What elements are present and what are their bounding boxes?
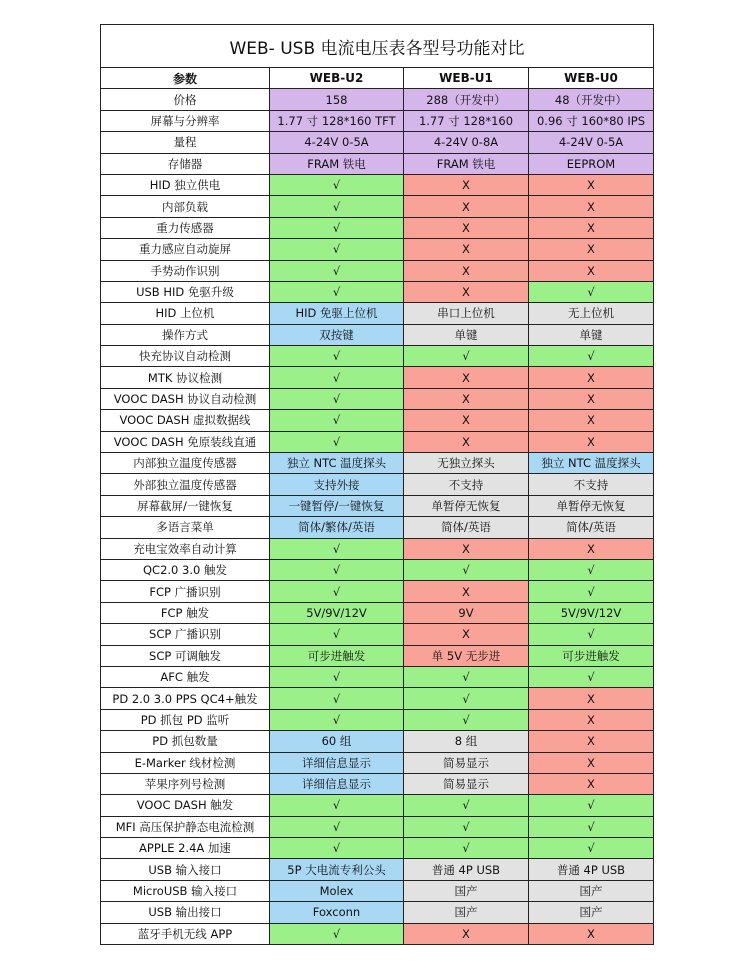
table-row bbox=[101, 666, 654, 687]
column-header-web-u2: WEB-U2 bbox=[270, 68, 404, 89]
table-title: WEB- USB 电流电压表各型号功能对比 bbox=[101, 25, 654, 68]
table-row bbox=[101, 89, 654, 110]
cell-web-u1: X bbox=[404, 624, 529, 645]
cell-web-u2: √ bbox=[270, 367, 404, 388]
cell-web-u1: 简易显示 bbox=[404, 773, 529, 794]
cell-web-u2: √ bbox=[270, 559, 404, 580]
table-row bbox=[101, 453, 654, 474]
param-label: 量程 bbox=[101, 132, 270, 153]
cell-web-u2: Foxconn bbox=[270, 902, 404, 923]
cell-web-u1: FRAM 铁电 bbox=[404, 153, 529, 174]
cell-web-u0: 独立 NTC 温度探头 bbox=[529, 453, 654, 474]
param-label: HID 上位机 bbox=[101, 303, 270, 324]
table-row bbox=[101, 132, 654, 153]
table-row bbox=[101, 795, 654, 816]
cell-web-u0: X bbox=[529, 731, 654, 752]
param-label: VOOC DASH 触发 bbox=[101, 795, 270, 816]
table-row bbox=[101, 880, 654, 901]
table-row bbox=[101, 731, 654, 752]
param-label: VOOC DASH 免原装线直通 bbox=[101, 431, 270, 452]
cell-web-u1: X bbox=[404, 538, 529, 559]
cell-web-u0: 国产 bbox=[529, 880, 654, 901]
param-label: SCP 广播识别 bbox=[101, 624, 270, 645]
param-label: 内部独立温度传感器 bbox=[101, 453, 270, 474]
cell-web-u1: 单键 bbox=[404, 324, 529, 345]
table-body bbox=[101, 89, 654, 945]
cell-web-u2: 双按键 bbox=[270, 324, 404, 345]
table-row bbox=[101, 902, 654, 923]
cell-web-u2: √ bbox=[270, 260, 404, 281]
cell-web-u2: 支持外接 bbox=[270, 474, 404, 495]
cell-web-u2: 1.77 寸 128*160 TFT bbox=[270, 110, 404, 131]
cell-web-u1: 国产 bbox=[404, 880, 529, 901]
cell-web-u0: √ bbox=[529, 838, 654, 859]
table-row bbox=[101, 624, 654, 645]
table-row bbox=[101, 367, 654, 388]
param-label: PD 抓包 PD 监听 bbox=[101, 709, 270, 730]
cell-web-u0: 5V/9V/12V bbox=[529, 602, 654, 623]
cell-web-u2: √ bbox=[270, 816, 404, 837]
param-label: USB HID 免驱升级 bbox=[101, 281, 270, 302]
cell-web-u1: X bbox=[404, 196, 529, 217]
cell-web-u2: 详细信息显示 bbox=[270, 773, 404, 794]
cell-web-u2: √ bbox=[270, 174, 404, 195]
table-row bbox=[101, 495, 654, 516]
cell-web-u0: √ bbox=[529, 581, 654, 602]
table-row bbox=[101, 559, 654, 580]
cell-web-u0: X bbox=[529, 773, 654, 794]
cell-web-u0: X bbox=[529, 688, 654, 709]
cell-web-u2: √ bbox=[270, 538, 404, 559]
table-row bbox=[101, 752, 654, 773]
comparison-table bbox=[100, 24, 654, 945]
cell-web-u2: 可步进触发 bbox=[270, 645, 404, 666]
cell-web-u1: √ bbox=[404, 666, 529, 687]
param-label: MTK 协议检测 bbox=[101, 367, 270, 388]
cell-web-u2: 5V/9V/12V bbox=[270, 602, 404, 623]
param-label: PD 抓包数量 bbox=[101, 731, 270, 752]
table-row bbox=[101, 174, 654, 195]
param-label: MicroUSB 输入接口 bbox=[101, 880, 270, 901]
table-row bbox=[101, 217, 654, 238]
table-row bbox=[101, 645, 654, 666]
cell-web-u1: 单 5V 无步进 bbox=[404, 645, 529, 666]
cell-web-u0: X bbox=[529, 260, 654, 281]
cell-web-u2: √ bbox=[270, 239, 404, 260]
table-row bbox=[101, 431, 654, 452]
cell-web-u1: 无独立探头 bbox=[404, 453, 529, 474]
cell-web-u1: X bbox=[404, 217, 529, 238]
param-label: VOOC DASH 协议自动检测 bbox=[101, 388, 270, 409]
cell-web-u1: X bbox=[404, 581, 529, 602]
cell-web-u1: X bbox=[404, 174, 529, 195]
param-label: 多语言菜单 bbox=[101, 517, 270, 538]
param-label: PD 2.0 3.0 PPS QC4+触发 bbox=[101, 688, 270, 709]
param-label: USB 输入接口 bbox=[101, 859, 270, 880]
cell-web-u1: √ bbox=[404, 709, 529, 730]
cell-web-u1: 国产 bbox=[404, 902, 529, 923]
cell-web-u0: X bbox=[529, 239, 654, 260]
param-label: 充电宝效率自动计算 bbox=[101, 538, 270, 559]
param-label: 手势动作识别 bbox=[101, 260, 270, 281]
cell-web-u2: √ bbox=[270, 281, 404, 302]
cell-web-u1: X bbox=[404, 260, 529, 281]
param-label: APPLE 2.4A 加速 bbox=[101, 838, 270, 859]
table-row bbox=[101, 196, 654, 217]
cell-web-u0: 简体/英语 bbox=[529, 517, 654, 538]
cell-web-u1: √ bbox=[404, 795, 529, 816]
param-label: HID 独立供电 bbox=[101, 174, 270, 195]
param-label: 价格 bbox=[101, 89, 270, 110]
param-label: 重力传感器 bbox=[101, 217, 270, 238]
table-row bbox=[101, 410, 654, 431]
column-header-web-u1: WEB-U1 bbox=[404, 68, 529, 89]
cell-web-u1: 串口上位机 bbox=[404, 303, 529, 324]
comparison-sheet bbox=[100, 24, 653, 945]
table-row bbox=[101, 581, 654, 602]
cell-web-u0: √ bbox=[529, 795, 654, 816]
table-row bbox=[101, 281, 654, 302]
cell-web-u0: 国产 bbox=[529, 902, 654, 923]
cell-web-u0: X bbox=[529, 752, 654, 773]
param-label: 外部独立温度传感器 bbox=[101, 474, 270, 495]
cell-web-u0: √ bbox=[529, 281, 654, 302]
cell-web-u2: √ bbox=[270, 431, 404, 452]
cell-web-u2: √ bbox=[270, 838, 404, 859]
table-row bbox=[101, 110, 654, 131]
column-header-param: 参数 bbox=[101, 68, 270, 89]
cell-web-u0: 单键 bbox=[529, 324, 654, 345]
cell-web-u1: 单暂停无恢复 bbox=[404, 495, 529, 516]
cell-web-u0: 4-24V 0-5A bbox=[529, 132, 654, 153]
table-row bbox=[101, 388, 654, 409]
cell-web-u0: √ bbox=[529, 559, 654, 580]
table-row bbox=[101, 816, 654, 837]
cell-web-u1: √ bbox=[404, 688, 529, 709]
table-row bbox=[101, 239, 654, 260]
table-row bbox=[101, 538, 654, 559]
param-label: 存储器 bbox=[101, 153, 270, 174]
param-label: 重力感应自动旋屏 bbox=[101, 239, 270, 260]
cell-web-u0: 0.96 寸 160*80 IPS bbox=[529, 110, 654, 131]
table-row bbox=[101, 773, 654, 794]
cell-web-u1: X bbox=[404, 923, 529, 944]
cell-web-u0: √ bbox=[529, 666, 654, 687]
cell-web-u2: √ bbox=[270, 624, 404, 645]
cell-web-u0: 无上位机 bbox=[529, 303, 654, 324]
cell-web-u0: 48（开发中） bbox=[529, 89, 654, 110]
table-row bbox=[101, 324, 654, 345]
param-label: 苹果序列号检测 bbox=[101, 773, 270, 794]
cell-web-u2: √ bbox=[270, 666, 404, 687]
cell-web-u2: 简体/繁体/英语 bbox=[270, 517, 404, 538]
cell-web-u1: 普通 4P USB bbox=[404, 859, 529, 880]
param-label: FCP 触发 bbox=[101, 602, 270, 623]
cell-web-u1: X bbox=[404, 239, 529, 260]
table-row bbox=[101, 517, 654, 538]
cell-web-u2: 一键暂停/一键恢复 bbox=[270, 495, 404, 516]
table-row bbox=[101, 303, 654, 324]
cell-web-u1: √ bbox=[404, 838, 529, 859]
cell-web-u2: √ bbox=[270, 795, 404, 816]
cell-web-u2: √ bbox=[270, 196, 404, 217]
cell-web-u2: FRAM 铁电 bbox=[270, 153, 404, 174]
cell-web-u2: √ bbox=[270, 388, 404, 409]
table-row bbox=[101, 688, 654, 709]
cell-web-u1: 简体/英语 bbox=[404, 517, 529, 538]
cell-web-u2: HID 免驱上位机 bbox=[270, 303, 404, 324]
param-label: 操作方式 bbox=[101, 324, 270, 345]
cell-web-u1: 不支持 bbox=[404, 474, 529, 495]
cell-web-u0: X bbox=[529, 538, 654, 559]
cell-web-u0: √ bbox=[529, 816, 654, 837]
column-header-web-u0: WEB-U0 bbox=[529, 68, 654, 89]
param-label: QC2.0 3.0 触发 bbox=[101, 559, 270, 580]
cell-web-u2: √ bbox=[270, 688, 404, 709]
cell-web-u2: 独立 NTC 温度探头 bbox=[270, 453, 404, 474]
table-row bbox=[101, 260, 654, 281]
cell-web-u0: X bbox=[529, 196, 654, 217]
cell-web-u1: X bbox=[404, 367, 529, 388]
cell-web-u2: √ bbox=[270, 217, 404, 238]
cell-web-u2: √ bbox=[270, 410, 404, 431]
cell-web-u1: X bbox=[404, 281, 529, 302]
cell-web-u1: 9V bbox=[404, 602, 529, 623]
cell-web-u0: 普通 4P USB bbox=[529, 859, 654, 880]
param-label: 蓝牙手机无线 APP bbox=[101, 923, 270, 944]
cell-web-u1: √ bbox=[404, 816, 529, 837]
param-label: MFI 高压保护静态电流检测 bbox=[101, 816, 270, 837]
param-label: 内部负载 bbox=[101, 196, 270, 217]
header-row bbox=[101, 68, 654, 89]
cell-web-u1: X bbox=[404, 388, 529, 409]
param-label: E-Marker 线材检测 bbox=[101, 752, 270, 773]
cell-web-u2: √ bbox=[270, 346, 404, 367]
cell-web-u1: X bbox=[404, 410, 529, 431]
cell-web-u2: Molex bbox=[270, 880, 404, 901]
table-row bbox=[101, 859, 654, 880]
cell-web-u0: X bbox=[529, 923, 654, 944]
param-label: SCP 可调触发 bbox=[101, 645, 270, 666]
table-row bbox=[101, 153, 654, 174]
cell-web-u0: X bbox=[529, 410, 654, 431]
cell-web-u2: √ bbox=[270, 709, 404, 730]
cell-web-u2: 158 bbox=[270, 89, 404, 110]
table-row bbox=[101, 346, 654, 367]
param-label: VOOC DASH 虚拟数据线 bbox=[101, 410, 270, 431]
cell-web-u2: 5P 大电流专利公头 bbox=[270, 859, 404, 880]
cell-web-u0: X bbox=[529, 388, 654, 409]
table-row bbox=[101, 474, 654, 495]
cell-web-u2: 4-24V 0-5A bbox=[270, 132, 404, 153]
table-row bbox=[101, 923, 654, 944]
cell-web-u2: 60 组 bbox=[270, 731, 404, 752]
param-label: 屏幕截屏/一键恢复 bbox=[101, 495, 270, 516]
cell-web-u2: 详细信息显示 bbox=[270, 752, 404, 773]
cell-web-u0: X bbox=[529, 367, 654, 388]
cell-web-u1: 4-24V 0-8A bbox=[404, 132, 529, 153]
cell-web-u0: 不支持 bbox=[529, 474, 654, 495]
cell-web-u0: X bbox=[529, 174, 654, 195]
cell-web-u0: X bbox=[529, 431, 654, 452]
cell-web-u0: 单暂停无恢复 bbox=[529, 495, 654, 516]
table-row bbox=[101, 602, 654, 623]
cell-web-u1: 288（开发中） bbox=[404, 89, 529, 110]
cell-web-u1: 1.77 寸 128*160 bbox=[404, 110, 529, 131]
cell-web-u0: √ bbox=[529, 346, 654, 367]
table-row bbox=[101, 709, 654, 730]
param-label: 快充协议自动检测 bbox=[101, 346, 270, 367]
cell-web-u1: √ bbox=[404, 559, 529, 580]
cell-web-u2: √ bbox=[270, 923, 404, 944]
cell-web-u0: EEPROM bbox=[529, 153, 654, 174]
param-label: AFC 触发 bbox=[101, 666, 270, 687]
param-label: FCP 广播识别 bbox=[101, 581, 270, 602]
cell-web-u0: X bbox=[529, 709, 654, 730]
param-label: USB 输出接口 bbox=[101, 902, 270, 923]
cell-web-u1: √ bbox=[404, 346, 529, 367]
cell-web-u1: 简易显示 bbox=[404, 752, 529, 773]
cell-web-u0: 可步进触发 bbox=[529, 645, 654, 666]
table-row bbox=[101, 838, 654, 859]
cell-web-u0: X bbox=[529, 217, 654, 238]
cell-web-u2: √ bbox=[270, 581, 404, 602]
cell-web-u1: X bbox=[404, 431, 529, 452]
param-label: 屏幕与分辨率 bbox=[101, 110, 270, 131]
cell-web-u0: √ bbox=[529, 624, 654, 645]
cell-web-u1: 8 组 bbox=[404, 731, 529, 752]
